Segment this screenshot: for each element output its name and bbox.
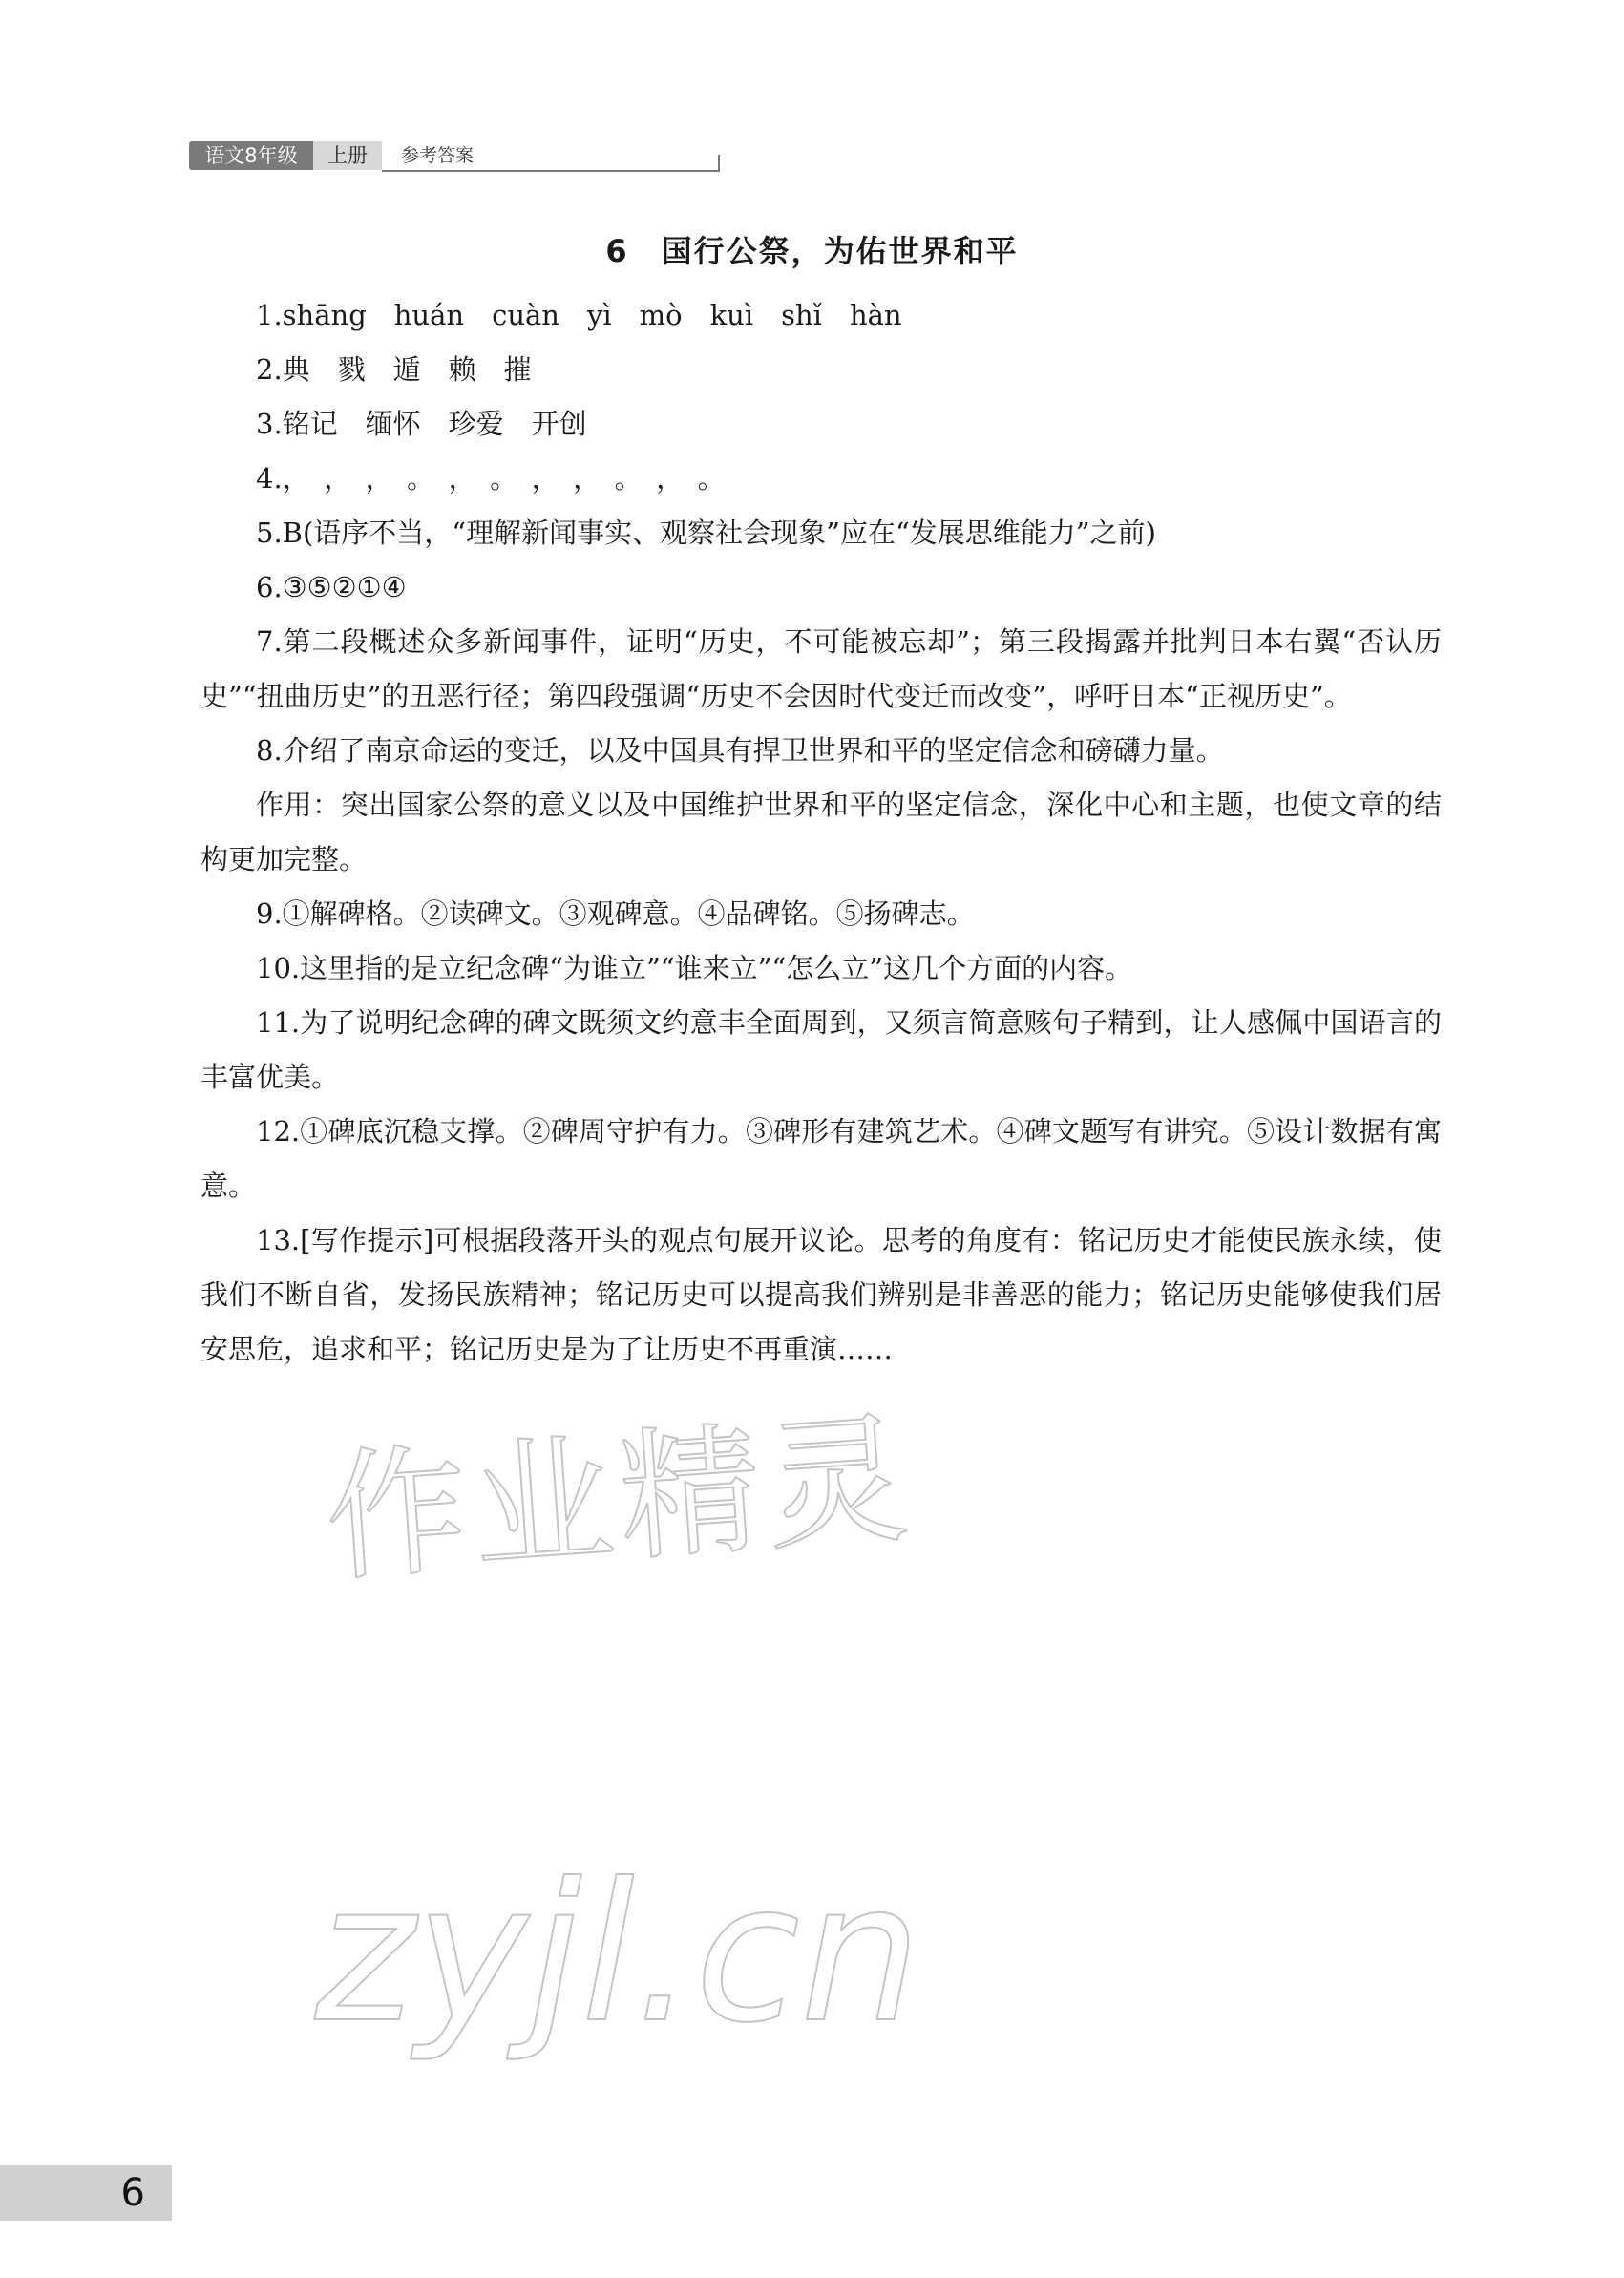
answer-line: 7.第二段概述众多新闻事件，证明“历史，不可能被忘却”；第三段揭露并批判日本右翼“否认历史”“扭曲历史”的丑恶行径；第四段强调“历史不会因时代变迁而改变”，呼吁日本“正视历史”。 [200, 625, 1442, 712]
answer-line: 4.， ， ， 。 ， 。 ， ， 。 ， 。 [256, 462, 726, 495]
page-number: 6 [0, 2165, 172, 2221]
answer-line: 作用：突出国家公祭的意义以及中国维护世界和平的坚定信念，深化中心和主题，也使文章的结构更加完整。 [200, 789, 1442, 875]
answer-line: 12.①碑底沉稳支撑。②碑周守护有力。③碑形有建筑艺术。④碑文题写有讲究。⑤设计数据有寓意。 [200, 1115, 1442, 1202]
answer-list [200, 288, 1442, 1377]
watermark-url: zyjl.cn [315, 1843, 921, 2065]
volume-label: 上册 [313, 141, 382, 170]
answer-line: 13.[写作提示]可根据段落开头的观点句展开议论。思考的角度有：铭记历史才能使民族永续，使我们不断自省，发扬民族精神；铭记历史可以提高我们辨别是非善恶的能力；铭记历史能够使我们居安思危，追求和平；铭记历史是为了让历史不再重演…… [200, 1224, 1442, 1365]
answer-line: 9.①解碑格。②读碑文。③观碑意。④品碑铭。⑤扬碑志。 [256, 897, 975, 930]
page-header [189, 141, 533, 174]
watermark-logo: 作业精灵 [320, 1396, 919, 1602]
answer-line: 3.铭记 缅怀 珍爱 开创 [256, 408, 587, 440]
header-rule-end [718, 155, 720, 172]
grade-label: 语文8年级 [189, 141, 313, 170]
answer-line: 8.介绍了南京命运的变迁，以及中国具有捍卫世界和平的坚定信念和磅礴力量。 [256, 734, 1224, 767]
section-title: 6 国行公祭，为佑世界和平 [605, 233, 1019, 269]
answers-label: 参考答案 [401, 145, 475, 166]
answer-line: 6.③⑤②①④ [256, 571, 407, 603]
answer-line: 10.这里指的是立纪念碑“为谁立”“谁来立”“怎么立”这几个方面的内容。 [256, 952, 1133, 984]
answer-line: 1.shāng huán cuàn yì mò kuì shǐ hàn [256, 299, 902, 331]
header-rule [382, 170, 720, 172]
answer-line: 5.B(语序不当，“理解新闻事实、观察社会现象”应在“发展思维能力”之前) [256, 517, 1156, 549]
answer-line: 2.典 戮 遁 赖 摧 [256, 353, 532, 386]
answer-line: 11.为了说明纪念碑的碑文既须文约意丰全面周到，又须言简意赅句子精到，让人感佩中国语言的丰富优美。 [200, 1006, 1442, 1093]
